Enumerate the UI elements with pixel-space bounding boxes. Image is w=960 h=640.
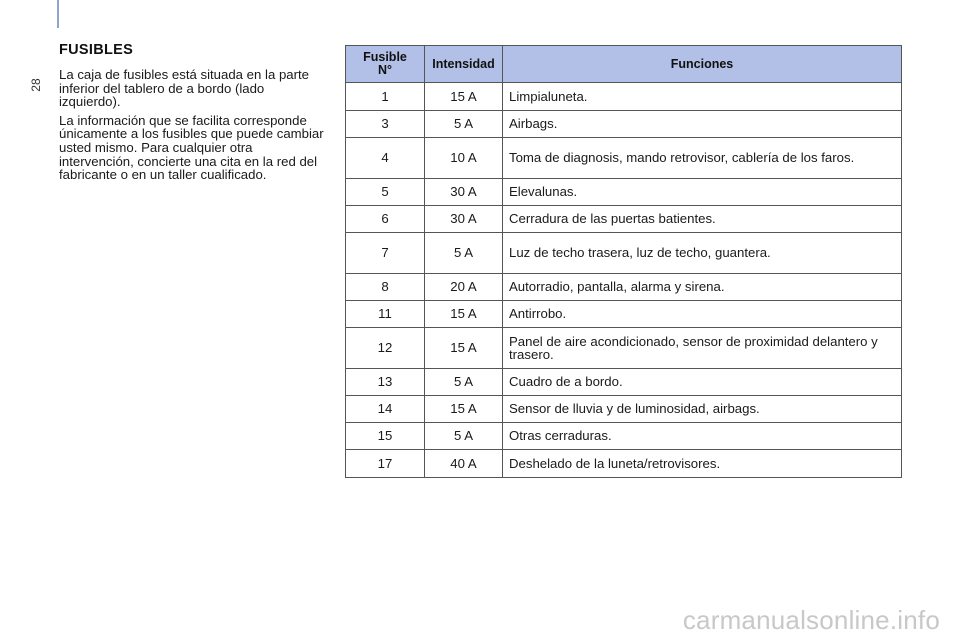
- table-row: [346, 301, 902, 328]
- functions-cell: Deshelado de la luneta/retrovisores.: [503, 450, 902, 478]
- table-row: [346, 423, 902, 450]
- fuse-number-cell: 8: [346, 274, 425, 301]
- fuse-number-cell: 4: [346, 138, 425, 179]
- intensity-cell: 5 A: [425, 233, 503, 274]
- header-row: [346, 46, 902, 83]
- table-row: [346, 233, 902, 274]
- intensity-cell: 20 A: [425, 274, 503, 301]
- intensity-cell: 15 A: [425, 396, 503, 423]
- fuse-number-cell: 14: [346, 396, 425, 423]
- intensity-cell: 10 A: [425, 138, 503, 179]
- functions-cell: Toma de diagnosis, mando retrovisor, cablería de los faros.: [503, 138, 902, 179]
- functions-cell: Panel de aire acondicionado, sensor de proximidad delantero y trasero.: [503, 328, 902, 369]
- fuse-table-header: [346, 46, 902, 83]
- header-fuse-line1: Fusible: [363, 50, 407, 64]
- intro-text: [59, 68, 329, 187]
- header-fuse-line2: N°: [377, 63, 393, 77]
- fuse-number-cell: 1: [346, 83, 425, 111]
- table-row: [346, 274, 902, 301]
- watermark-text: carmanualsonline.info: [682, 605, 940, 635]
- table-row: [346, 83, 902, 111]
- functions-cell: Elevalunas.: [503, 179, 902, 206]
- table-row: [346, 396, 902, 423]
- functions-cell: Cerradura de las puertas batientes.: [503, 206, 902, 233]
- table-row: [346, 369, 902, 396]
- fuse-table-body: [346, 83, 902, 478]
- table-row: [346, 450, 902, 478]
- page-edge-bar: [57, 0, 59, 28]
- intensity-cell: 5 A: [425, 423, 503, 450]
- fuse-number-cell: 12: [346, 328, 425, 369]
- fuse-number-cell: 17: [346, 450, 425, 478]
- fuse-number-cell: 13: [346, 369, 425, 396]
- intensity-cell: 5 A: [425, 111, 503, 138]
- functions-cell: Autorradio, pantalla, alarma y sirena.: [503, 274, 902, 301]
- table-row: [346, 111, 902, 138]
- intensity-cell: 40 A: [425, 450, 503, 478]
- intensity-cell: 30 A: [425, 206, 503, 233]
- header-functions: Funciones: [503, 46, 902, 83]
- intro-paragraph: La caja de fusibles está situada en la parte inferior del tablero de a bordo (lado izquierdo).: [59, 67, 309, 110]
- header-fuse-number: [346, 46, 425, 83]
- intro-paragraph: La información que se facilita corresponde únicamente a los fusibles que puede cambiar usted mismo. Para cualquier otra intervención, concierte una cita en la red del fabricante o en un taller cualificado.: [59, 112, 324, 183]
- fuse-number-cell: 11: [346, 301, 425, 328]
- intensity-cell: 15 A: [425, 301, 503, 328]
- table-row: [346, 138, 902, 179]
- fuse-number-cell: 3: [346, 111, 425, 138]
- functions-cell: Sensor de lluvia y de luminosidad, airbags.: [503, 396, 902, 423]
- intensity-cell: 15 A: [425, 328, 503, 369]
- table-row: [346, 179, 902, 206]
- functions-cell: Airbags.: [503, 111, 902, 138]
- intensity-cell: 5 A: [425, 369, 503, 396]
- functions-cell: Luz de techo trasera, luz de techo, guantera.: [503, 233, 902, 274]
- fuse-number-cell: 5: [346, 179, 425, 206]
- fuse-number-cell: 6: [346, 206, 425, 233]
- intensity-cell: 30 A: [425, 179, 503, 206]
- fuse-number-cell: 15: [346, 423, 425, 450]
- fuse-table: [345, 45, 902, 478]
- functions-cell: Otras cerraduras.: [503, 423, 902, 450]
- functions-cell: Antirrobo.: [503, 301, 902, 328]
- page-number: 28: [29, 78, 43, 92]
- section-title: FUSIBLES: [59, 42, 134, 58]
- table-row: [346, 206, 902, 233]
- table-row: [346, 328, 902, 369]
- intensity-cell: 15 A: [425, 83, 503, 111]
- functions-cell: Limpialuneta.: [503, 83, 902, 111]
- header-intensity: Intensidad: [425, 46, 503, 83]
- functions-cell: Cuadro de a bordo.: [503, 369, 902, 396]
- fuse-number-cell: 7: [346, 233, 425, 274]
